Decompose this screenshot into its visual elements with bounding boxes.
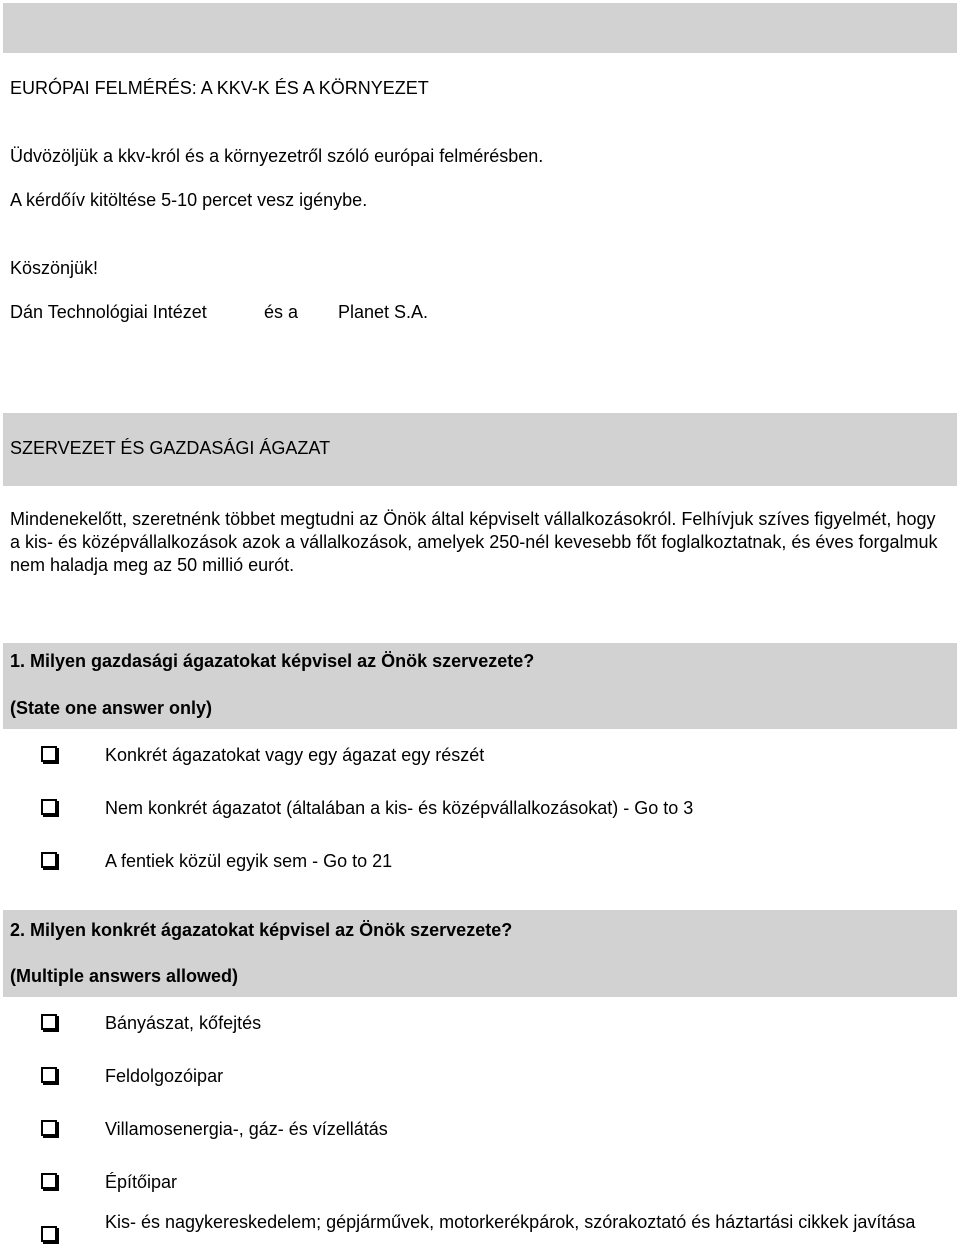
- question-2-option-4-label: Építőipar: [105, 1172, 178, 1192]
- question-2-option-5-checkbox[interactable]: [41, 1226, 57, 1242]
- signature-conjunction: és a: [264, 302, 299, 322]
- top-header-band: [3, 3, 957, 53]
- thanks-text: Köszönjük!: [10, 258, 99, 278]
- question-2-option-5-label: Kis- és nagykereskedelem; gépjárművek, motorkerékpárok, szórakoztató és háztartási cikkek javítása: [105, 1212, 916, 1232]
- duration-text: A kérdőív kitöltése 5-10 percet vesz igénybe.: [10, 190, 368, 210]
- welcome-text: Üdvözöljük a kkv-król és a környezetről szóló európai felmérésben.: [10, 146, 544, 166]
- question-1-text: 1. Milyen gazdasági ágazatokat képvisel az Önök szervezete?: [10, 651, 535, 671]
- question-1-option-2-checkbox[interactable]: [41, 799, 57, 815]
- question-2-option-4-checkbox[interactable]: [41, 1173, 57, 1189]
- survey-title: EURÓPAI FELMÉRÉS: A KKV-K ÉS A KÖRNYEZET: [10, 78, 429, 98]
- question-1-option-1-checkbox[interactable]: [41, 746, 57, 762]
- question-2-option-2-checkbox[interactable]: [41, 1067, 57, 1083]
- signature-org2: Planet S.A.: [338, 302, 429, 322]
- question-2-option-3-label: Villamosenergia-, gáz- és vízellátás: [105, 1119, 388, 1139]
- signature-org1: Dán Technológiai Intézet: [10, 302, 207, 322]
- question-2-text: 2. Milyen konkrét ágazatokat képvisel az Önök szervezete?: [10, 920, 513, 940]
- question-1-option-3-checkbox[interactable]: [41, 852, 57, 868]
- question-1-option-3-label: A fentiek közül egyik sem - Go to 21: [105, 851, 393, 871]
- section-heading: SZERVEZET ÉS GAZDASÁGI ÁGAZAT: [10, 438, 331, 458]
- question-2-option-2-label: Feldolgozóipar: [105, 1066, 224, 1086]
- question-2-option-1-label: Bányászat, kőfejtés: [105, 1013, 262, 1033]
- question-1-option-1-label: Konkrét ágazatokat vagy egy ágazat egy részét: [105, 745, 485, 765]
- question-2-option-1-checkbox[interactable]: [41, 1014, 57, 1030]
- question-2-option-3-checkbox[interactable]: [41, 1120, 57, 1136]
- question-1-instruction: (State one answer only): [10, 698, 213, 718]
- question-2-instruction: (Multiple answers allowed): [10, 966, 239, 986]
- question-1-option-2-label: Nem konkrét ágazatot (általában a kis- és középvállalkozásokat) - Go to 3: [105, 798, 694, 818]
- section-intro: Mindenekelőtt, szeretnénk többet megtudni az Önök által képviselt vállalkozásokról. Felhívjuk szíves figyelmét, hogy a kis- és középvállalkozások azok a vállalkozások, amelyek 250-nél kevesebb főt foglalkoztatnak, és éves forgalmuk nem haladja meg az 50 millió eurót.: [10, 509, 938, 575]
